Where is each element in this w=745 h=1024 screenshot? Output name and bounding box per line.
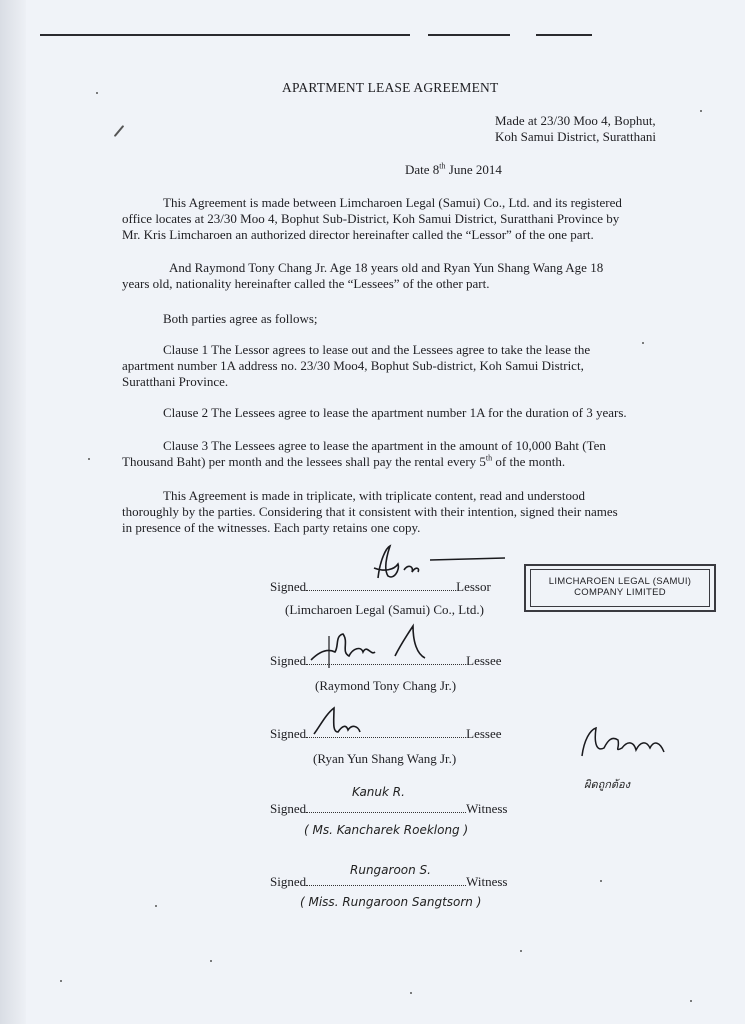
closing-line: thoroughly by the parties. Considering that it consistent with their intention, signed their names (122, 504, 618, 519)
place-line-1: Made at 23/30 Moo 4, Bophut, (495, 113, 656, 128)
top-rule (40, 34, 410, 36)
clause3-sup: th (485, 453, 493, 463)
scan-edge (0, 0, 26, 1024)
signed-label: Signed (270, 801, 307, 816)
scan-speck (210, 960, 212, 962)
clause3-text-end: of the month. (492, 454, 566, 469)
clause3-line: Clause 3 The Lessees agree to lease the apartment in the amount of 10,000 Baht (Ten (163, 438, 606, 453)
stamp-line-2: COMPANY LIMITED (574, 587, 666, 598)
scan-speck (520, 950, 522, 952)
clause3-line (122, 454, 565, 469)
lessee1-signature (305, 622, 445, 668)
lessee1-role: Lessee (466, 653, 502, 668)
lessor-name: (Limcharoen Legal (Samui) Co., Ltd.) (285, 602, 484, 617)
para3-line: Both parties agree as follows; (163, 311, 318, 326)
clause3-text: Thousand Baht) per month and the lessees shall pay the rental every 5 (122, 454, 486, 469)
clause1-line: Clause 1 The Lessor agrees to lease out and the Lessees agree to take the lease the (163, 342, 591, 357)
lessor-role: Lessor (456, 579, 491, 594)
scan-speck (155, 905, 157, 907)
lessee2-name: (Ryan Yun Shang Wang Jr.) (313, 751, 457, 766)
date-suffix: June 2014 (445, 162, 502, 177)
document-date (405, 162, 502, 177)
signed-label: Signed (270, 726, 307, 741)
scan-speck (690, 1000, 692, 1002)
top-rule (536, 34, 592, 36)
para1-line: This Agreement is made between Limcharoen Legal (Samui) Co., Ltd. and its registered (163, 195, 622, 210)
side-initials (574, 722, 684, 768)
scan-speck (642, 342, 644, 344)
closing-line: This Agreement is made in triplicate, with triplicate content, read and understood (163, 488, 586, 503)
lessee1-name: (Raymond Tony Chang Jr.) (315, 678, 457, 693)
date-suffix-sup: th (439, 161, 446, 171)
company-stamp (524, 564, 716, 612)
clause2-line: Clause 2 The Lessees agree to lease the apartment number 1A for the duration of 3 years. (163, 405, 627, 420)
witness1-signature: Kanuk R. (352, 785, 405, 799)
para2-line: And Raymond Tony Chang Jr. Age 18 years old and Ryan Yun Shang Wang Age 18 (169, 260, 604, 275)
scan-speck (88, 458, 90, 460)
scan-speck (410, 992, 412, 994)
thai-note: ผิดถูกต้อง (584, 778, 631, 791)
clause1-line: Suratthani Province. (122, 374, 229, 389)
scan-speck (96, 92, 98, 94)
stamp-line-1: LIMCHAROEN LEGAL (SAMUI) (548, 576, 692, 587)
date-prefix: Date 8 (405, 162, 440, 177)
witness2-name: ( Miss. Rungaroon Sangtsorn ) (300, 895, 482, 909)
signature-dots (306, 801, 466, 813)
para1-line: office locates at 23/30 Moo 4, Bophut Sub-District, Koh Samui District, Suratthani Province by (122, 211, 620, 226)
witness2-signature: Rungaroon S. (350, 863, 431, 877)
lessee2-signature (310, 702, 390, 742)
scan-speck (700, 110, 702, 112)
witness1-signature-line (270, 801, 508, 816)
signed-label: Signed (270, 653, 307, 668)
scan-mark (114, 125, 125, 137)
witness1-name: ( Ms. Kancharek Roeklong ) (304, 823, 469, 837)
closing-line: in presence of the witnesses. Each party retains one copy. (122, 520, 421, 535)
document-title: APARTMENT LEASE AGREEMENT (282, 80, 499, 95)
top-rule (428, 34, 510, 36)
witness2-role: Witness (466, 874, 508, 889)
para2-line: years old, nationality hereinafter called the “Lessees” of the other part. (122, 276, 490, 291)
lessee2-role: Lessee (466, 726, 502, 741)
scan-speck (60, 980, 62, 982)
signed-label: Signed (270, 579, 307, 594)
para1-line: Mr. Kris Limcharoen an authorized director hereinafter called the “Lessor” of the one part. (122, 227, 594, 242)
place-line-2: Koh Samui District, Suratthani (495, 129, 657, 144)
lessor-signature (360, 540, 510, 590)
clause1-line: apartment number 1A address no. 23/30 Moo4, Bophut Sub-district, Koh Samui District, (122, 358, 584, 373)
signed-label: Signed (270, 874, 307, 889)
scan-speck (600, 880, 602, 882)
witness1-role: Witness (466, 801, 508, 816)
